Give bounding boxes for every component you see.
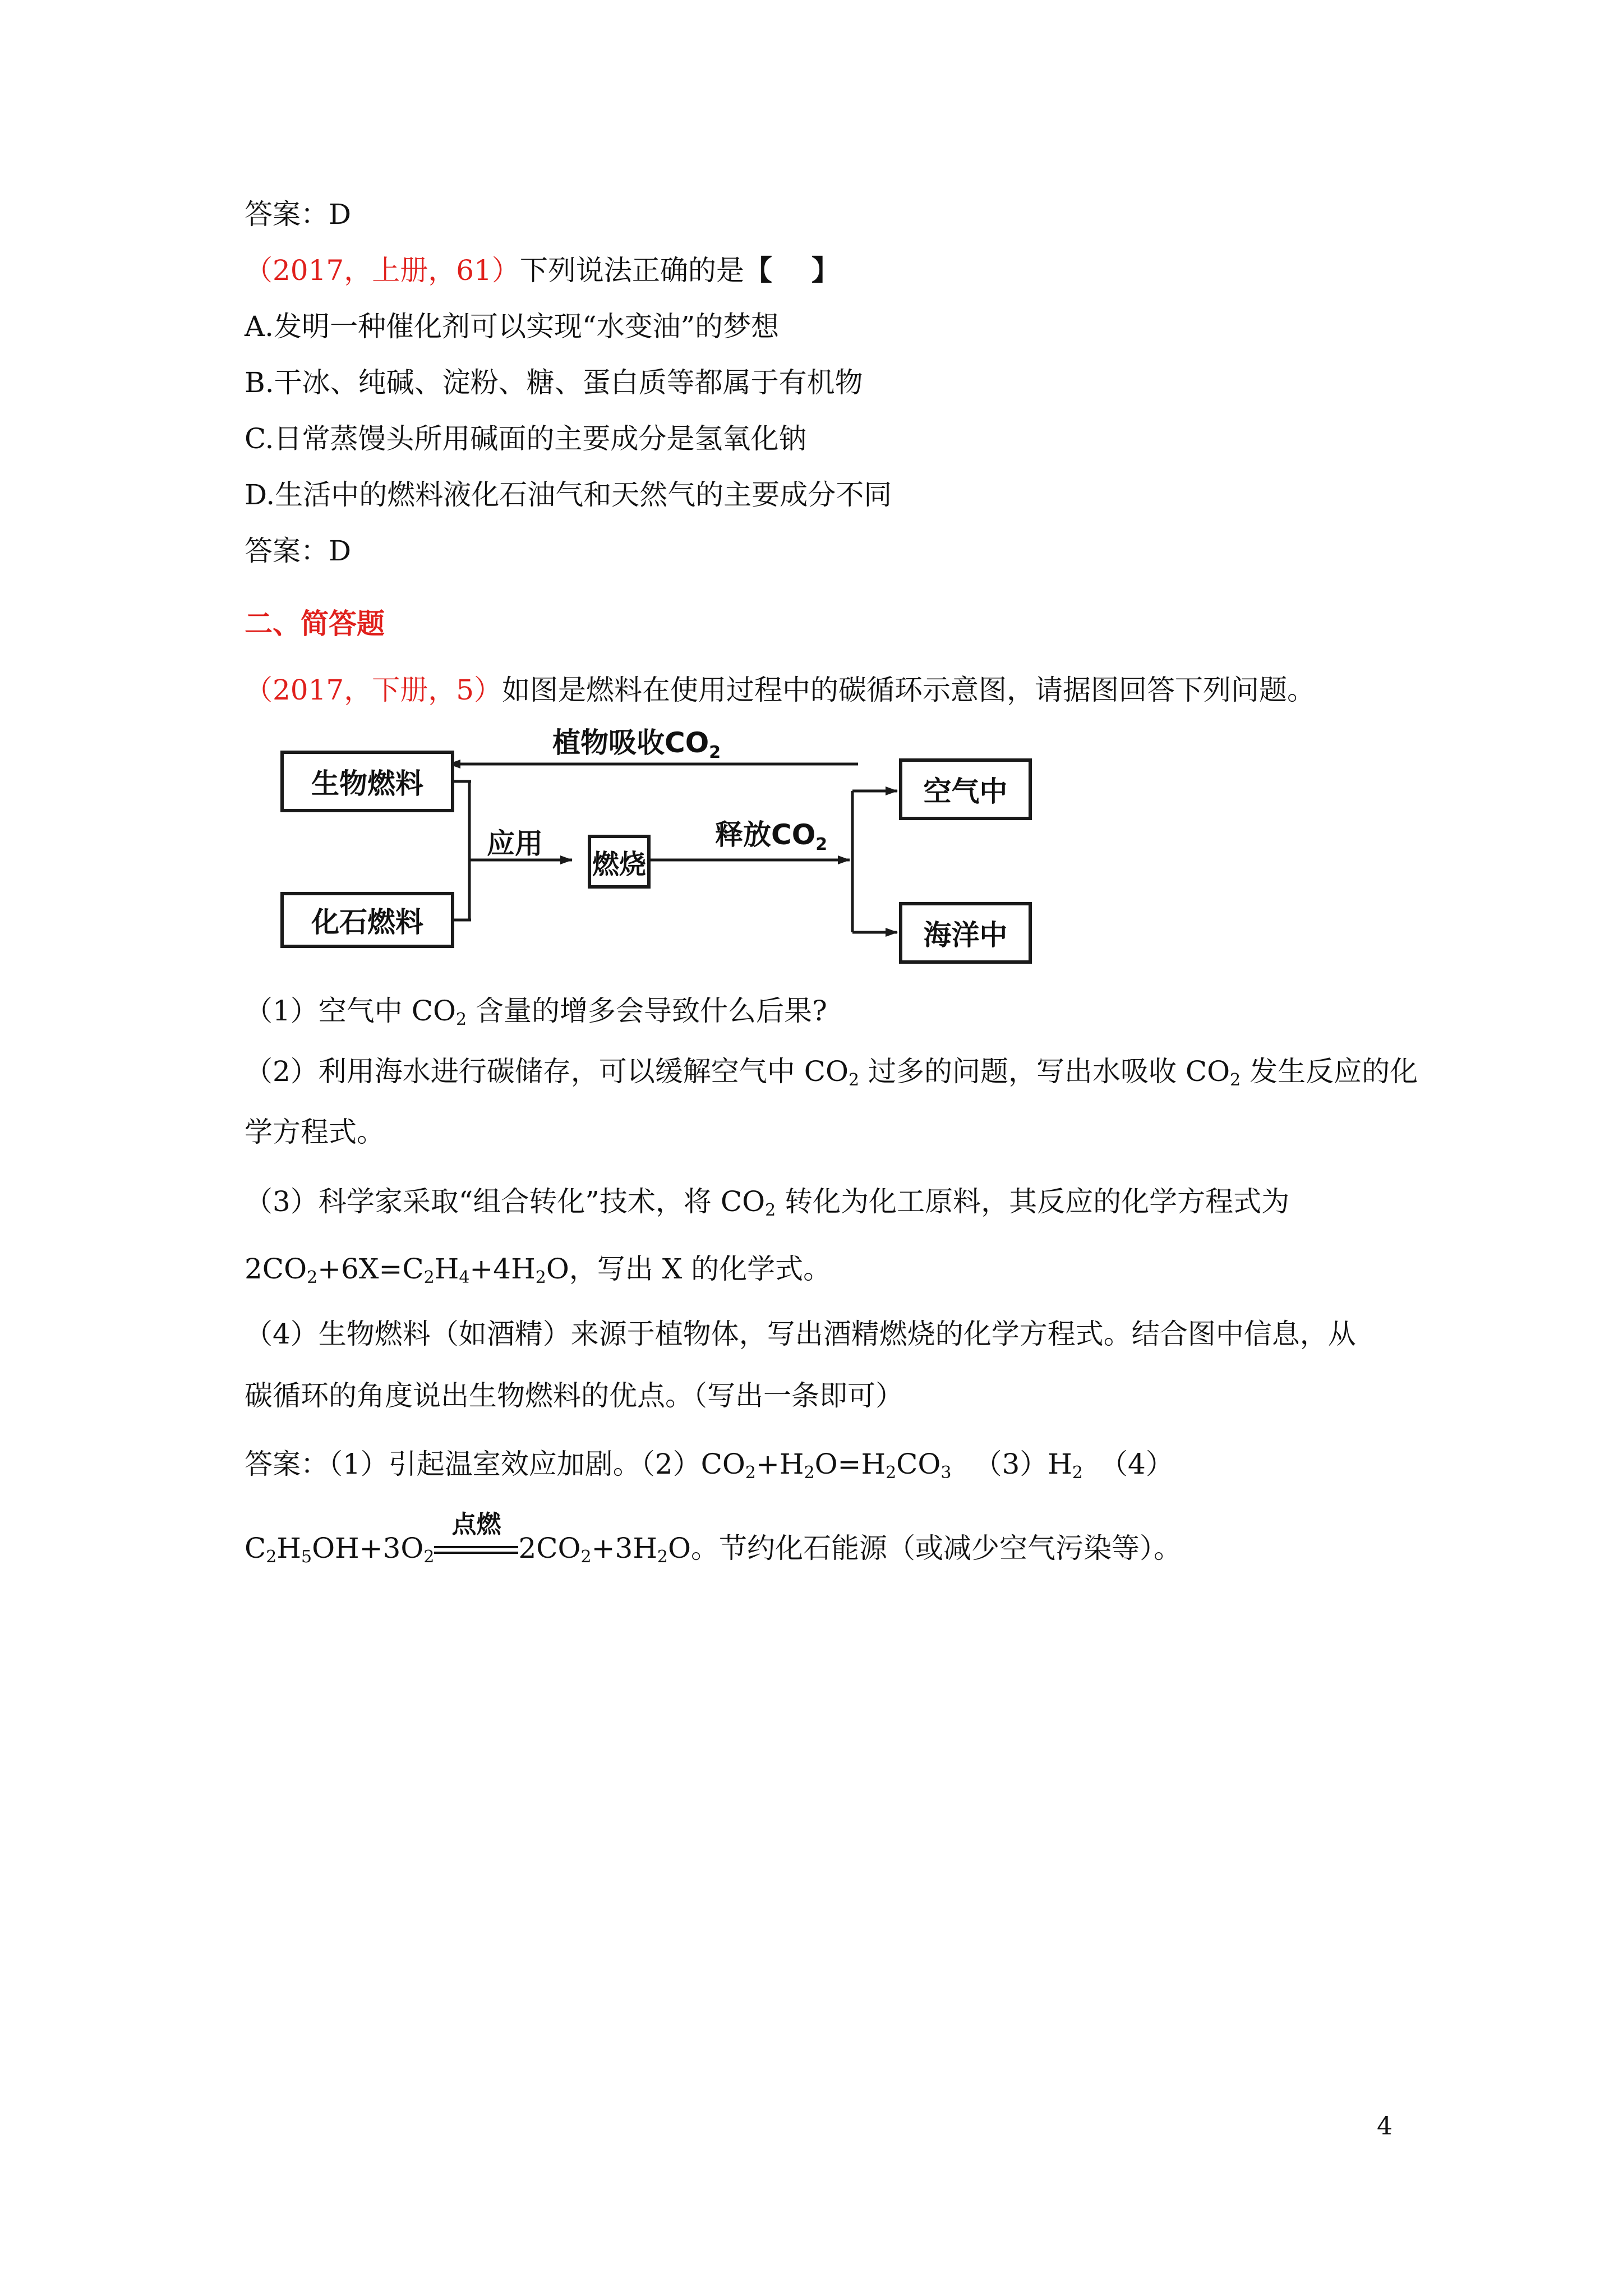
box-ocean: 海洋中 <box>899 902 1032 964</box>
q5-sub1: （1）空气中 $CO_2$ 含量的增多会导致什么后果? <box>245 995 827 1029</box>
previous-answer: 答案：D <box>245 198 352 231</box>
q5-answer-equation: $C_2H_5OH+3O_2$ 点燃 $2CO_2+3H_2O$。节约化石能源（或减少空气污染等）。 <box>245 1510 1182 1567</box>
q61-option-b: B.干冰、纯碱、淀粉、糖、蛋白质等都属于有机物 <box>245 366 863 399</box>
q5-source: （2017，下册，5） <box>245 674 502 706</box>
box-combustion: 燃烧 <box>588 835 651 889</box>
section-title: 二、简答题 <box>245 607 385 640</box>
label-apply: 应用 <box>487 827 543 860</box>
box-biofuel: 生物燃料 <box>280 751 454 812</box>
q5-sub2-line2: 学方程式。 <box>245 1116 385 1148</box>
carbon-cycle-diagram <box>269 724 1032 970</box>
q5-stem-line <box>245 673 1315 707</box>
ignition-condition: 点燃 <box>434 1531 518 1565</box>
q61-bracket-open: 【 <box>744 254 772 287</box>
q61-answer: 答案：D <box>245 535 352 567</box>
box-air: 空气中 <box>899 758 1032 820</box>
q5-sub4-line2: 碳循环的角度说出生物燃料的优点。（写出一条即可） <box>245 1379 903 1412</box>
q5-answer-line1: 答案：（1）引起温室效应加剧。$(2)CO_2+H_2O=H_2CO_3$ $(3)H_2$ （4） <box>245 1448 1174 1483</box>
box-fossil-fuel: 化石燃料 <box>280 892 454 948</box>
q61-option-d: D.生活中的燃料液化石油气和天然气的主要成分不同 <box>245 478 892 511</box>
q5-sub3-line1: （3）科学家采取“组合转化”技术，将 $CO_2$ 转化为化工原料，其反应的化学方程式为 <box>245 1185 1290 1220</box>
q5-stem: 如图是燃料在使用过程中的碳循环示意图，请据图回答下列问题。 <box>502 674 1316 706</box>
q61-option-a: A.发明一种催化剂可以实现“水变油”的梦想 <box>245 310 780 343</box>
label-release: 释放$CO_2$ <box>715 818 828 854</box>
q5-sub3-line2: $2CO_2+6X=C_2H_4+4H_2O$，写出 X 的化学式。 <box>245 1253 832 1287</box>
q61-stem: 下列说法正确的是 <box>519 254 744 287</box>
q61-stem-line <box>245 254 840 287</box>
q61-source: （2017，上册，61） <box>245 254 520 287</box>
q5-sub2-line1: （2）利用海水进行碳储存，可以缓解空气中 $CO_2$ 过多的问题，写出水吸收 $CO_2$ 发生反应的化 <box>245 1055 1418 1090</box>
q61-option-c: C.日常蒸馒头所用碱面的主要成分是氢氧化钠 <box>245 422 807 455</box>
q5-sub4-line1: （4）生物燃料（如酒精）来源于植物体，写出酒精燃烧的化学方程式。结合图中信息，从 <box>245 1318 1356 1350</box>
page-number: 4 <box>1377 2112 1393 2141</box>
q61-bracket-close: 】 <box>811 254 840 287</box>
label-plant-absorb: 植物吸收$CO_2$ <box>552 726 721 762</box>
